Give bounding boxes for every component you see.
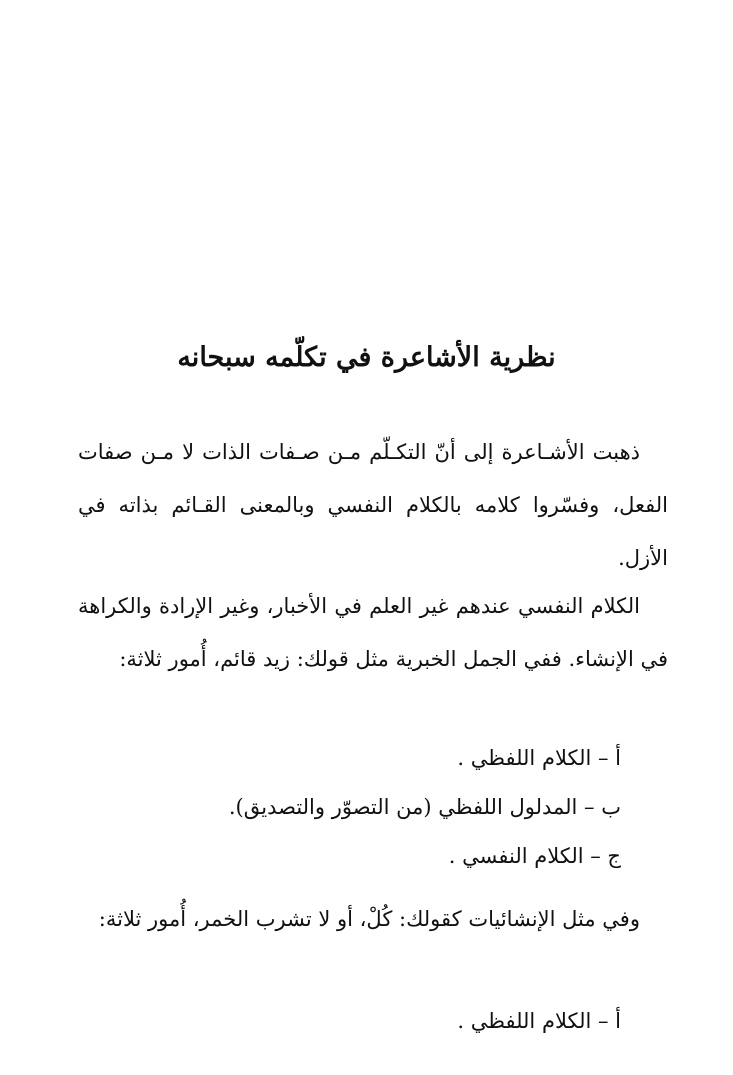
paragraph-2: الكلام النفسي عندهم غير العلم في الأخبار، وغير الإرادة والكراهة في الإنشاء. ففي الجمل الخبرية مثل قولك: زيد قائم، أُمور ثلاثة:: [78, 594, 668, 671]
list-1-item-c: ج – الكلام النفسي .: [448, 844, 621, 868]
page-title: نظرية الأشاعرة في تكلّمه سبحانه: [177, 342, 556, 373]
paragraph-block-3: [78, 893, 668, 946]
list-2-item-a: أ – الكلام اللفظي .: [457, 1009, 621, 1033]
paragraph-block-2: [78, 580, 668, 686]
list-1-item-a: أ – الكلام اللفظي .: [457, 746, 621, 770]
paragraph-block-1: [78, 426, 668, 585]
paragraph-3: وفي مثل الإنشائيات كقولك: كُلْ، أو لا تشرب الخمر، أُمور ثلاثة:: [98, 907, 640, 931]
list-1-item-b: ب – المدلول اللفظي (من التصوّر والتصديق).: [228, 795, 621, 819]
paragraph-1: ذهبت الأشـاعرة إلى أنّ التكـلّم مـن صـفات الذات لا مـن صفات الفعل، وفسّروا كلامه بالكلام النفسي وبالمعنى القـائم بذاته في الأزل.: [78, 440, 668, 570]
